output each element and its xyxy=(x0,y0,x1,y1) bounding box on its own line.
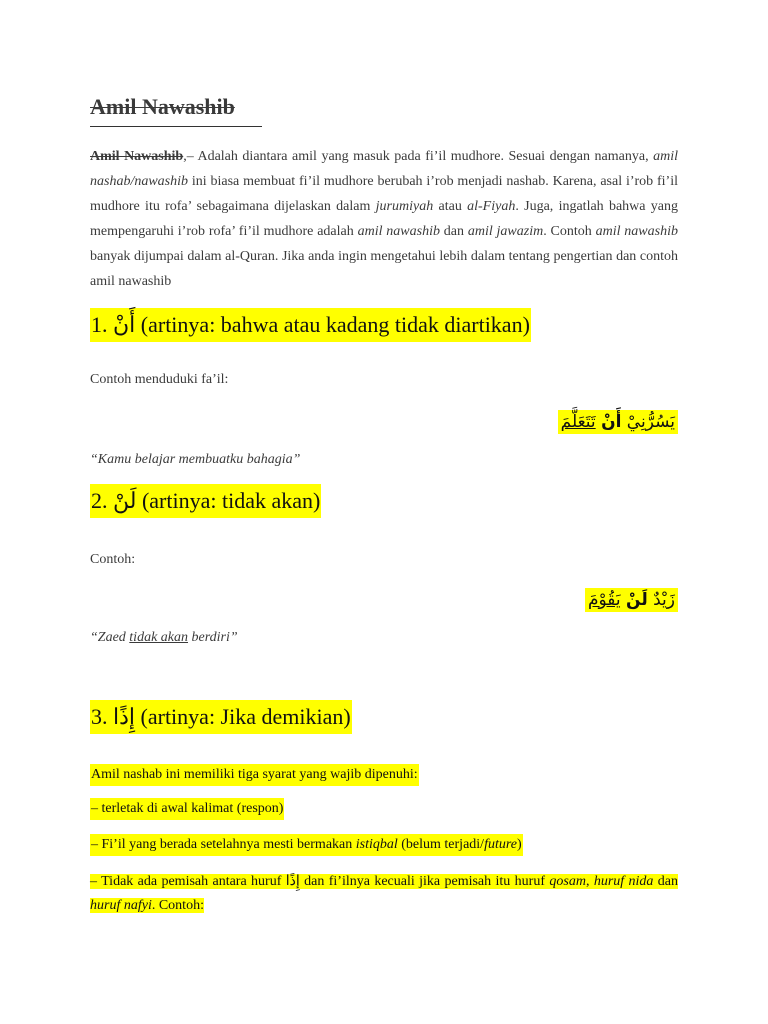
requirement-2 xyxy=(90,834,523,856)
req-italic: huruf nida xyxy=(593,874,654,889)
req-italic: istiqbal xyxy=(355,837,398,852)
req-italic: future xyxy=(484,837,517,852)
req-italic: huruf nafyi xyxy=(90,898,152,913)
section-heading-2: 2. لَنْ (artinya: tidak akan) xyxy=(90,484,321,518)
arabic-particle: لَنْ xyxy=(626,590,648,610)
intro-text: . Contoh xyxy=(543,224,596,239)
requirement-3 xyxy=(90,870,678,918)
arabic-example-2 xyxy=(585,588,678,612)
page-title: Amil Nawashib xyxy=(90,94,235,119)
intro-italic: jurumiyah xyxy=(375,199,434,214)
example-label-2: Contoh: xyxy=(90,552,136,567)
req-text: – Tidak ada pemisah antara huruf إِذًا dan fi’ilnya kecuali jika pemisah itu huruf xyxy=(90,874,550,889)
intro-text: . Juga, ingatlah bahwa yang mempengaruhi i’rob rofa’ fi’il mudhore adalah xyxy=(90,199,678,239)
arabic-example-1 xyxy=(558,410,678,434)
intro-text: ,– Adalah diantara amil yang masuk pada fi’il mudhore. Sesuai dengan namanya, xyxy=(183,149,654,164)
intro-paragraph xyxy=(90,144,678,294)
arabic-word: يَسُرُّنِيْ xyxy=(621,412,675,432)
req-text: . Contoh: xyxy=(151,898,204,913)
title-underline xyxy=(90,126,262,127)
req-italic: qosam xyxy=(549,874,586,889)
intro-lead: Amil Nawashib xyxy=(90,149,184,164)
intro-text: atau xyxy=(433,199,468,214)
req-text: ) xyxy=(517,837,522,852)
intro-italic: amil nawashib xyxy=(595,224,678,239)
translation-text: “Zaed xyxy=(90,630,130,645)
req-text: dan xyxy=(653,874,679,889)
arabic-particle: أَنْ xyxy=(601,412,622,432)
req-text: – Fi’il yang berada setelahnya mesti bermakan xyxy=(91,837,356,852)
intro-italic: amil nawashib xyxy=(357,224,440,239)
requirement-1: – terletak di awal kalimat (respon) xyxy=(90,798,284,820)
intro-italic: al-Fiyah xyxy=(467,199,516,214)
translation-text: berdiri” xyxy=(188,630,238,645)
intro-italic: amil jawazim xyxy=(467,224,544,239)
arabic-word: زَيْدٌ xyxy=(647,590,675,610)
example-label-1: Contoh menduduki fa’il: xyxy=(90,372,229,387)
intro-text: ini biasa membuat fi’il mudhore berubah i’rob menjadi nashab. Karena, asal i’rob fi’il mudhore itu rofa’ sebagaimana dijelaskan dalam xyxy=(90,174,678,214)
req-text: , xyxy=(585,874,594,889)
arabic-verb: تَتَعَلَّمَ xyxy=(560,412,596,432)
intro-text: dan xyxy=(439,224,468,239)
section-heading-3: 3. إِذًا (artinya: Jika demikian) xyxy=(90,700,352,734)
intro-text: banyak dijumpai dalam al-Quran. Jika anda ingin mengetahui lebih dalam tentang pengertian dan contoh amil nawashib xyxy=(90,249,678,289)
req-text: (belum terjadi/ xyxy=(397,837,485,852)
translation-1: “Kamu belajar membuatku bahagia” xyxy=(90,452,301,467)
intro-italic: amil nashab/nawashib xyxy=(90,149,678,189)
translation-underlined: tidak akan xyxy=(129,630,189,645)
arabic-verb: يَقُوْمَ xyxy=(587,590,621,610)
section-heading-1: 1. أَنْ (artinya: bahwa atau kadang tidak diartikan) xyxy=(90,308,531,342)
requirements-intro: Amil nashab ini memiliki tiga syarat yang wajib dipenuhi: xyxy=(90,764,419,786)
translation-2 xyxy=(90,630,238,646)
